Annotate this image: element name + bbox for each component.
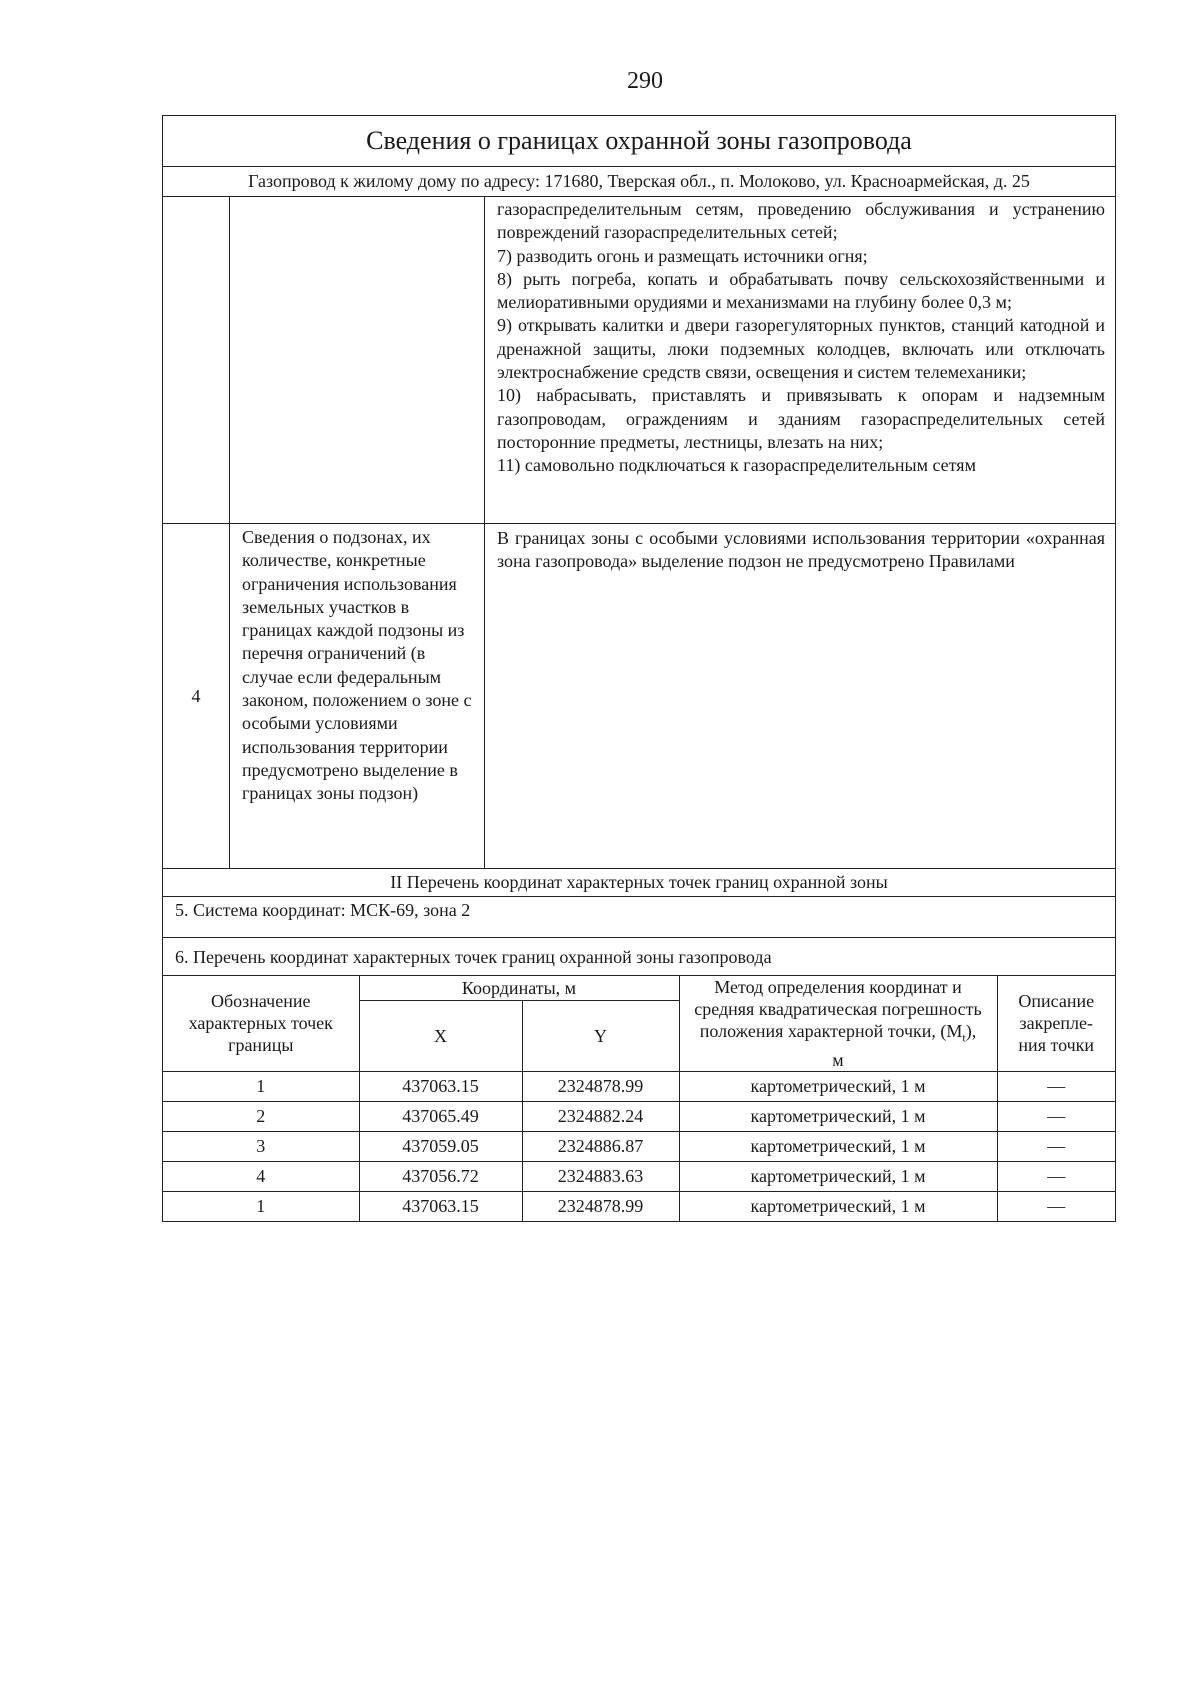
restriction-item: 9) открывать калитки и двери газорегуляторных пунктов, станций катодной и дренажной защиты, люки подземных колодцев, включать или отключать электроснабжение средств связи, освещения и систем телемеханики; — [497, 315, 1105, 383]
coordinate-list-title: 6. Перечень координат характерных точек границ охранной зоны газопровода — [163, 938, 1115, 976]
header-point: Обозначение характерных точек границы — [163, 976, 359, 1071]
page-number: 290 — [627, 68, 663, 94]
x-cell: 437063.15 — [359, 1071, 522, 1101]
subzones-value: В границах зоны с особыми условиями использования территории «охранная зона газопровода» выделение подзон не предусмотрено Правилами — [497, 528, 1105, 572]
method-cell: картометрический, 1 м — [679, 1161, 997, 1191]
table-row — [163, 1131, 1115, 1161]
header-method: Метод определения координат и средняя квадратическая погрешность положения характерной точки, $(M_t)$, м — [679, 976, 997, 1071]
restriction-item: газораспределительным сетям, проведению обслуживания и устранению повреждений газораспределительных сетей; — [497, 199, 1105, 243]
y-cell: 2324882.24 — [522, 1101, 679, 1131]
coordinates-table — [163, 976, 1115, 1221]
row-number: 4 — [163, 524, 230, 868]
subzones-row — [163, 524, 1115, 869]
method-cell: картометрический, 1 м — [679, 1071, 997, 1101]
description-cell: — — [997, 1131, 1115, 1161]
y-cell: 2324878.99 — [522, 1191, 679, 1221]
object-address: Газопровод к жилому дому по адресу: 171680, Тверская обл., п. Молоково, ул. Красноармейская, д. 25 — [163, 167, 1115, 197]
point-cell: 3 — [163, 1131, 359, 1161]
y-cell: 2324886.87 — [522, 1131, 679, 1161]
description-cell: — — [997, 1071, 1115, 1101]
table-row — [163, 1161, 1115, 1191]
document-table — [162, 115, 1116, 1222]
restriction-item: 11) самовольно подключаться к газораспределительным сетям — [497, 455, 976, 476]
row-label-cell — [230, 197, 485, 523]
restriction-item: 7) разводить огонь и размещать источники огня; — [497, 245, 868, 266]
table-row — [163, 1101, 1115, 1131]
y-cell: 2324883.63 — [522, 1161, 679, 1191]
x-cell: 437056.72 — [359, 1161, 522, 1191]
table-row — [163, 1191, 1115, 1221]
x-cell: 437059.05 — [359, 1131, 522, 1161]
coordinate-system: 5. Система координат: МСК-69, зона 2 — [163, 897, 1115, 938]
restrictions-list — [485, 197, 1115, 523]
description-cell: — — [997, 1161, 1115, 1191]
header-x: X — [359, 1000, 522, 1071]
header-y: Y — [522, 1000, 679, 1071]
point-cell: 1 — [163, 1071, 359, 1101]
subzones-label: Сведения о подзонах, их количестве, конкретные ограничения использования земельных участков в границах каждой подзоны из перечня ограничений (в случае если федеральным законом, положением о зоне с особыми условиями использования территории предусмотрено выделение в границах зоны подзон) — [230, 524, 485, 868]
header-coordinates: Координаты, м — [359, 976, 679, 1000]
restriction-item: 8) рыть погреба, копать и обрабатывать почву сельскохозяйственными и мелиоративными орудиями и механизмами на глубину более 0,3 м; — [497, 268, 1105, 313]
y-cell: 2324878.99 — [522, 1071, 679, 1101]
section-2-title: II Перечень координат характерных точек границ охранной зоны — [163, 869, 1115, 897]
document-title: Сведения о границах охранной зоны газопровода — [163, 116, 1115, 167]
restrictions-row-continued — [163, 197, 1115, 524]
restriction-item: 10) набрасывать, приставлять и привязывать к опорам и надземным газопроводам, ограждениям и зданиям газораспределительных сетей посторонние предметы, лестницы, влезать на них; — [497, 385, 1105, 452]
coordinates-table-wrapper — [163, 976, 1115, 1221]
point-cell: 2 — [163, 1101, 359, 1131]
header-description: Описание закрепле-ния точки — [997, 976, 1115, 1071]
point-cell: 4 — [163, 1161, 359, 1191]
description-cell: — — [997, 1191, 1115, 1221]
method-cell: картометрический, 1 м — [679, 1191, 997, 1221]
row-number-cell — [163, 197, 230, 523]
x-cell: 437065.49 — [359, 1101, 522, 1131]
x-cell: 437063.15 — [359, 1191, 522, 1221]
description-cell: — — [997, 1101, 1115, 1131]
table-row — [163, 1071, 1115, 1101]
method-cell: картометрический, 1 м — [679, 1101, 997, 1131]
method-cell: картометрический, 1 м — [679, 1131, 997, 1161]
point-cell: 1 — [163, 1191, 359, 1221]
